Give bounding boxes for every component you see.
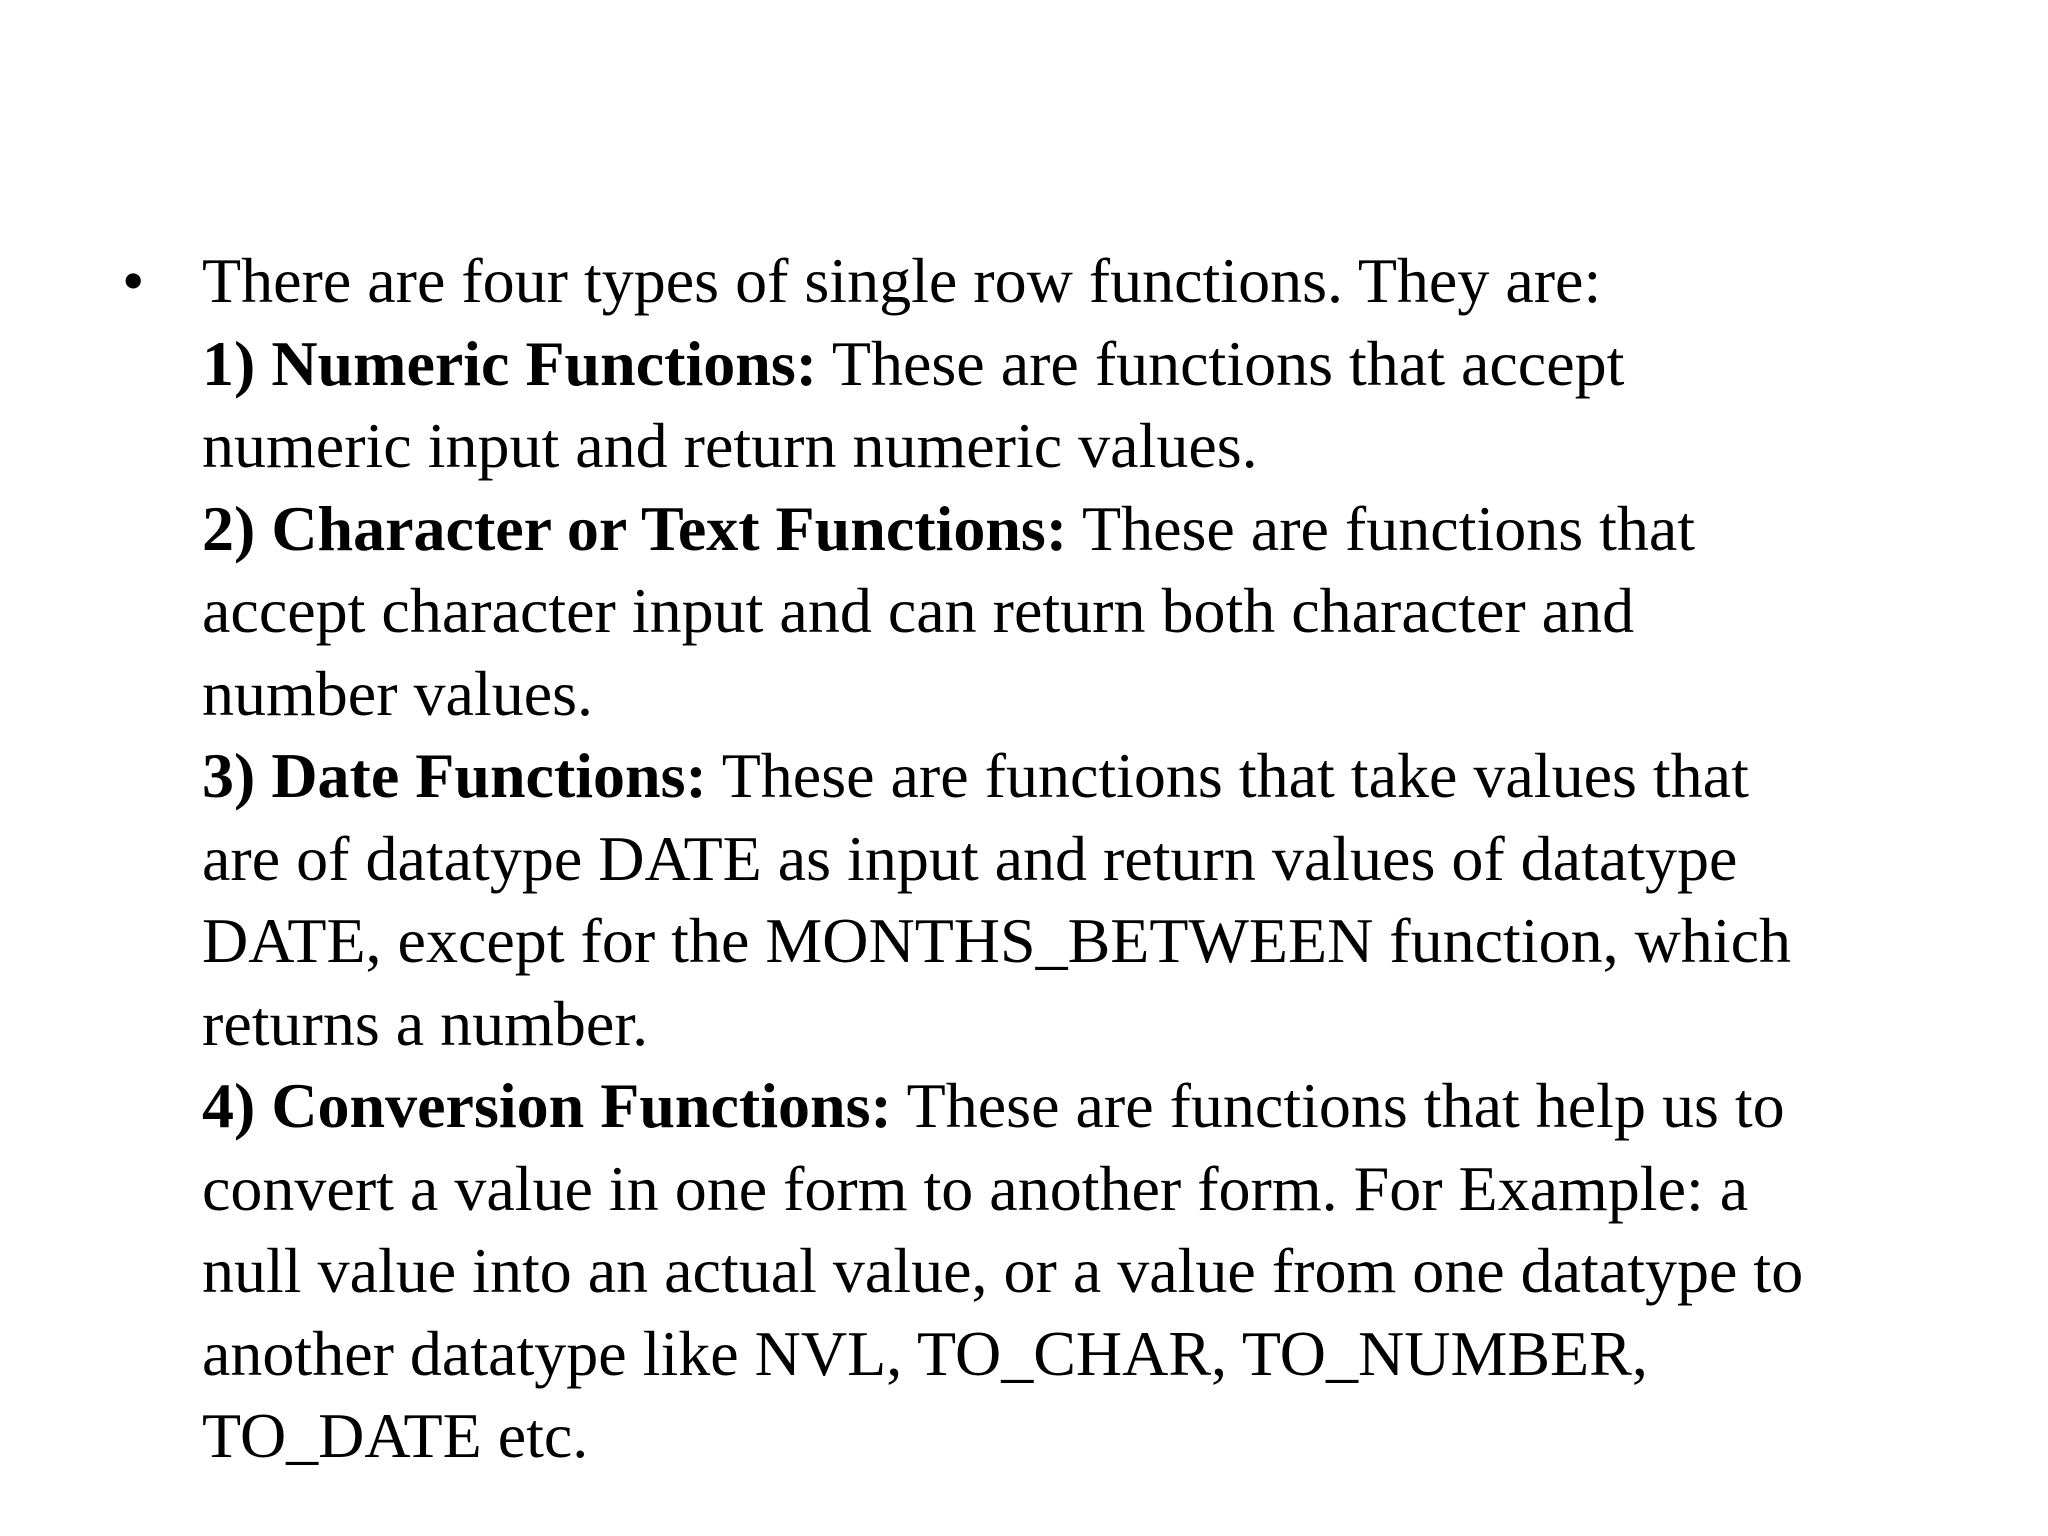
item-character-line-2: accept character input and can return both character and: [202, 575, 1635, 646]
item-character-title: 2) Character or Text Functions:: [202, 492, 1068, 564]
item-conversion-line-1: [202, 1065, 1982, 1148]
item-character-line-3: number values.: [202, 657, 593, 729]
item-date-line-1: [202, 735, 1982, 818]
item-date-line-2: are of datatype DATE as input and return values of datatype: [202, 822, 1738, 894]
item-conversion-line-3: null value into an actual value, or a value from one datatype to: [202, 1235, 1804, 1306]
intro-line: There are four types of single row functions. They are:: [202, 245, 1602, 316]
item-conversion-line-2: convert a value in one form to another form. For Example: a: [202, 1152, 1749, 1224]
item-date-text: These are functions that take values that: [706, 740, 1749, 811]
item-conversion-line-4: another datatype like NVL, TO_CHAR, TO_NUMBER,: [202, 1317, 1648, 1389]
item-conversion-title: 4) Conversion Functions:: [202, 1070, 892, 1141]
bullet-text: [202, 240, 1982, 1478]
item-numeric-title: 1) Numeric Functions:: [202, 327, 818, 399]
item-conversion-line-5: TO_DATE etc.: [202, 1400, 589, 1471]
item-numeric-text: These are functions that accept: [817, 327, 1625, 399]
item-date-line-4: returns a number.: [202, 987, 649, 1059]
item-numeric-line-1: [202, 323, 1982, 406]
item-character-line-1: [202, 488, 1982, 571]
item-numeric-line-2: numeric input and return numeric values.: [202, 410, 1258, 481]
item-conversion-text: These are functions that help us to: [891, 1070, 1785, 1141]
bullet-icon: •: [122, 245, 145, 316]
item-date-title: 3) Date Functions:: [202, 740, 707, 811]
bullet-point: [122, 240, 1982, 1478]
item-date-line-3: DATE, except for the MONTHS_BETWEEN function, which: [202, 905, 1791, 976]
item-character-text: These are functions that: [1067, 492, 1696, 564]
